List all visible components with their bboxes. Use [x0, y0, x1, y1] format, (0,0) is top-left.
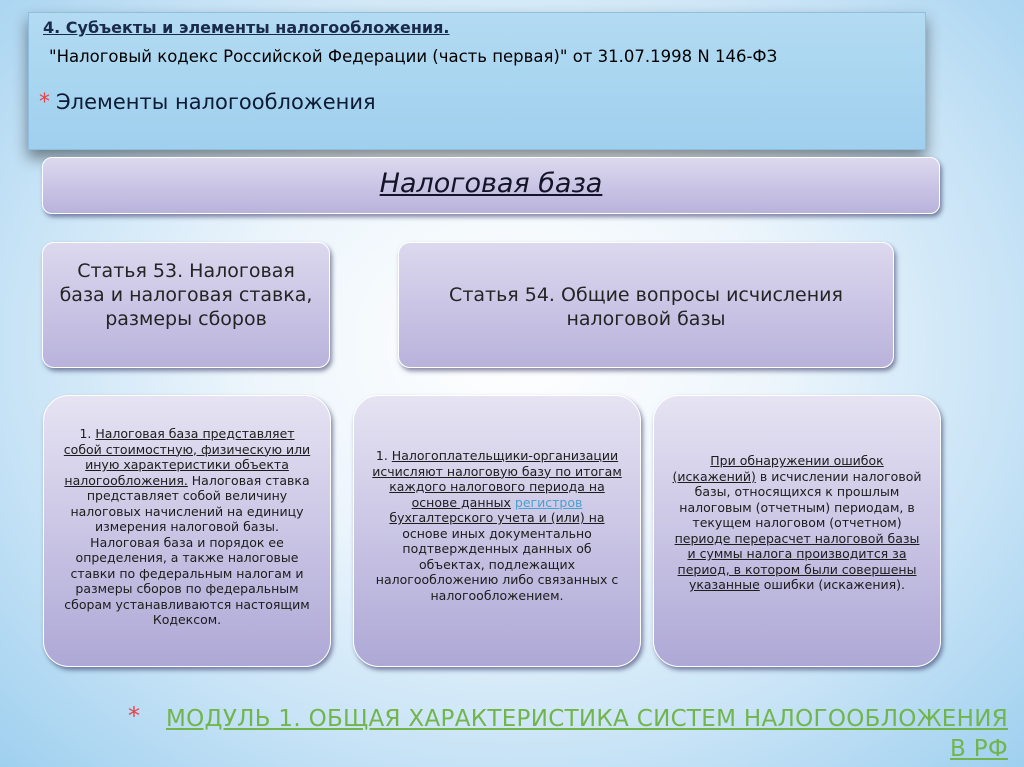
- tax-base-title: Налоговая база: [379, 168, 603, 199]
- article-53-detail-card: [43, 395, 331, 667]
- card2-rest: основе иных документально подтвержденных данных об объектах, подлежащих налогообложению либо связанных с налогообложением.: [375, 525, 619, 603]
- footer-star-icon: *: [128, 702, 140, 730]
- article-54-box: [398, 242, 894, 368]
- slide-subtitle: [39, 90, 376, 115]
- slide-header: [28, 12, 926, 150]
- registers-link[interactable]: регистров: [514, 494, 583, 510]
- card3-errors: При обнаружении ошибок (искажений): [672, 453, 884, 484]
- article-53-box: [42, 242, 330, 368]
- article-54-detail-text-1: [370, 448, 624, 603]
- card2-accounting: бухгалтерского учета и (или) на: [389, 510, 605, 525]
- module-footer: [128, 704, 1008, 764]
- card1-definition: Налоговая база представляет собой стоимостную, физическую или иную характеристики объекта налогообложения.: [63, 426, 311, 488]
- module-footer-link[interactable]: МОДУЛЬ 1. ОБЩАЯ ХАРАКТЕРИСТИКА СИСТЕМ НАЛОГООБЛОЖЕНИЯ В РФ: [166, 706, 1008, 762]
- article-54-text: Статья 54. Общие вопросы исчисления налоговой базы: [449, 284, 843, 330]
- card1-rest: Налоговая ставка представляет собой величину налоговых начислений на единицу измерения налоговой базы. Налоговая база и порядок ее определения, а также налоговые ставки по федеральным налогам и размеры сборов по федеральным сборам устанавливаются настоящим Кодексом.: [64, 472, 310, 627]
- card2-main: Налогоплательщики-организации исчисляют налоговую базу по итогам каждого налогового периода на основе данных: [372, 448, 622, 510]
- card3-rest: ошибки (искажения).: [759, 577, 906, 592]
- card1-prefix: 1.: [79, 426, 96, 441]
- article-54-detail-text-2: [670, 453, 924, 593]
- slide-title: 4. Субъекты и элементы налогообложения.: [43, 18, 450, 37]
- article-53-text: Статья 53. Налоговая база и налоговая ставка, размеры сборов: [59, 260, 313, 330]
- source-reference: "Налоговый кодекс Российской Федерации (часть первая)" от 31.07.1998 N 146-ФЗ: [49, 47, 778, 66]
- article-54-detail-card-2: [653, 395, 941, 667]
- bullet-star-icon: *: [39, 90, 50, 115]
- card2-prefix: 1.: [375, 448, 392, 463]
- tax-base-banner: [42, 157, 940, 214]
- article-54-detail-card-1: [353, 395, 641, 667]
- card3-recalc: периоде перерасчет налоговой базы и суммы налога производится за период, в котором были совершены указанные: [674, 530, 920, 592]
- subtitle-text: Элементы налогообложения: [56, 90, 376, 114]
- card3-middle: в исчислении налоговой базы, относящихся к прошлым налоговым (отчетным) периодам, в текущем налоговом (отчетном): [679, 468, 922, 530]
- article-53-detail-text: [60, 426, 314, 628]
